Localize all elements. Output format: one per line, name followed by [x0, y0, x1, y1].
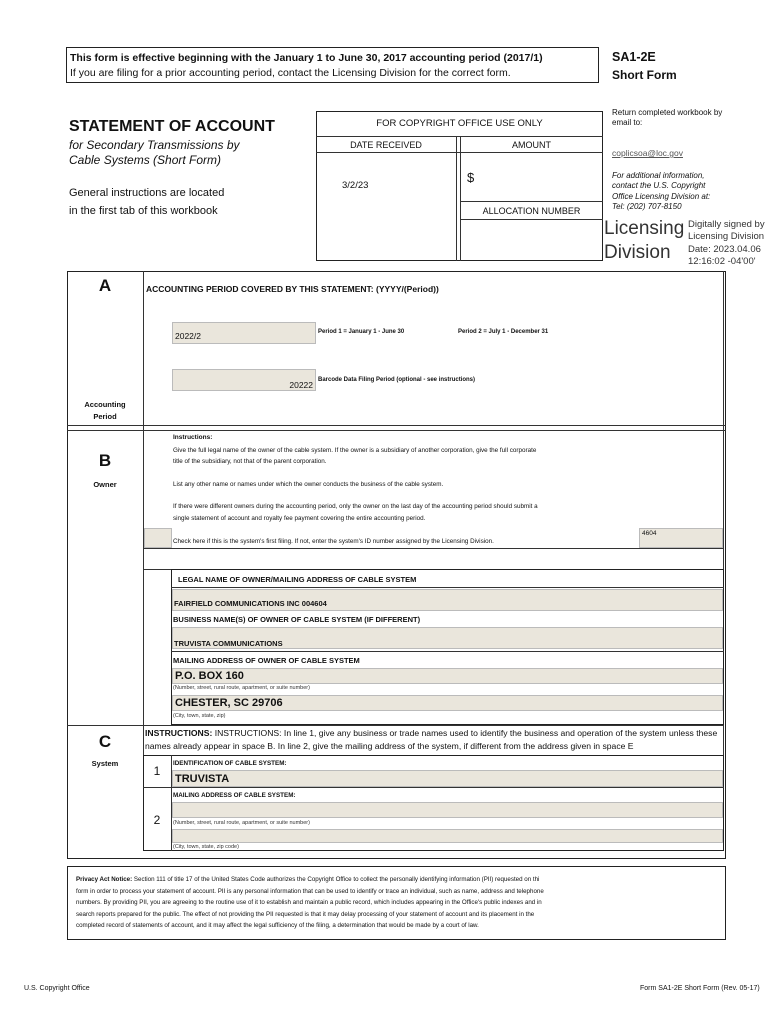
info-tel: Tel: (202) 707-8150: [612, 202, 682, 211]
allocation-underline: [460, 219, 603, 220]
section-c-label: System: [91, 759, 119, 768]
business-name-label: BUSINESS NAME(S) OF OWNER OF CABLE SYSTEM (IF DIFFERENT): [173, 615, 421, 624]
mailing-divider: [171, 651, 724, 652]
page-title: STATEMENT OF ACCOUNT: [69, 118, 275, 135]
signature-line1: Digitally signed by: [688, 219, 765, 230]
privacy-line5: completed record of statements of account, and it may affect the legal sufficiency of the filing, a determination that would be made by a court of law.: [76, 922, 479, 929]
effective-notice-line1: This form is effective beginning with the January 1 to June 30, 2017 accounting period (2017/1): [70, 52, 543, 64]
section-a-label1: Accounting: [84, 400, 126, 409]
office-label-divider: [316, 152, 603, 153]
section-b-instr3a: If there were different owners during the accounting period, only the owner on the last day of the accounting period should submit a: [173, 503, 538, 510]
form-code: SA1-2E: [612, 50, 656, 64]
section-a-heading: ACCOUNTING PERIOD COVERED BY THIS STATEMENT: (YYYY/(Period)): [146, 284, 439, 294]
section-a-letter: A: [98, 276, 112, 295]
section-a-divider1: [67, 425, 726, 426]
privacy-line2: form in order to process your statement of account. PII is any personal information that can be used to identify or trace an individual, such as name, address and telephone: [76, 888, 544, 895]
section-b-instr-title: Instructions:: [173, 434, 213, 441]
barcode-label: Barcode Data Filing Period (optional - see instructions): [318, 377, 476, 383]
effective-notice-line2: If you are filing for a prior accounting period, contact the Licensing Division for the correct form.: [70, 67, 511, 79]
footer-left: U.S. Copyright Office: [24, 985, 90, 992]
section-a-label2: Period: [93, 412, 117, 421]
line1-number: 1: [153, 764, 161, 778]
barcode-value: 20222: [289, 380, 313, 390]
section-b-instr1b: title of the subsidiary, not that of the parent corporation.: [173, 458, 327, 465]
section-c-instr-b: names already appear in space B. In line 2, give the mailing address of the system, if different from the address given in space E: [145, 741, 634, 751]
allocation-label: ALLOCATION NUMBER: [482, 206, 581, 216]
ident-value: TRUVISTA: [175, 773, 230, 785]
office-use-header: FOR COPYRIGHT OFFICE USE ONLY: [376, 118, 543, 129]
section-a-divider2: [67, 430, 726, 431]
mailing-label: MAILING ADDRESS OF OWNER OF CABLE SYSTEM: [173, 656, 360, 665]
first-filing-checkbox[interactable]: [144, 528, 172, 548]
form-type: Short Form: [612, 68, 677, 82]
office-vdivider-a: [456, 136, 457, 261]
section-b-letter: B: [98, 451, 112, 470]
date-received-label: DATE RECEIVED: [350, 140, 422, 150]
legal-name-field[interactable]: [172, 589, 723, 611]
system-address2-field[interactable]: [172, 829, 723, 843]
first-filing-text: Check here if this is the system's first filing. If not, enter the system's ID number assigned by the Licensing Division.: [173, 538, 494, 545]
privacy-line3: numbers. By providing PII, you are agreeing to the routine use of it to establish and maintain a public record, which includes appearing in the Office's public indexes and in: [76, 899, 542, 906]
system-id-value: 4604: [642, 530, 657, 537]
info-line2: contact the U.S. Copyright: [612, 181, 706, 190]
address2-hint: (City, town, state, zip): [173, 713, 226, 719]
business-name-value: TRUVISTA COMMUNICATIONS: [174, 639, 283, 648]
signature-line3: Date: 2023.04.06: [688, 244, 761, 255]
info-line3: Office Licensing Division at:: [612, 192, 711, 201]
period-value: 2022/2: [175, 331, 201, 341]
address1-hint: (Number, street, rural route, apartment, or suite number): [173, 685, 310, 691]
system-address1-field[interactable]: [172, 802, 723, 818]
section-b-instr3b: single statement of account and royalty fee payment covering the entire accounting period.: [173, 515, 426, 522]
address2-value: CHESTER, SC 29706: [175, 697, 283, 709]
system-address2-hint: (City, town, state, zip code): [173, 844, 239, 850]
business-name-field[interactable]: [172, 627, 723, 649]
period1-note: Period 1 = January 1 - June 30: [318, 329, 405, 335]
section-b-instr1a: Give the full legal name of the owner of the cable system. If the owner is a subsidiary of another corporation, give the full corporate: [173, 447, 537, 454]
section-b-end: [67, 725, 724, 726]
signature-division: Division: [604, 242, 671, 263]
period-field[interactable]: [172, 322, 316, 344]
period2-note: Period 2 = July 1 - December 31: [458, 329, 549, 335]
privacy-line4: search reports prepared for the public. The effect of not providing the PII requested is that it may delay processing of your statement of account and its placement in the: [76, 911, 535, 918]
line2-number: 2: [153, 813, 161, 827]
legal-name-value: FAIRFIELD COMMUNICATIONS INC 004604: [174, 599, 327, 608]
info-line1: For additional information,: [612, 171, 705, 180]
ident-field[interactable]: [172, 770, 723, 787]
general-instr2: in the first tab of this workbook: [69, 205, 218, 217]
footer-right: Form SA1-2E Short Form (Rev. 05-17): [640, 985, 760, 992]
office-vdivider-b: [460, 136, 461, 261]
signature-licensing: Licensing: [604, 218, 685, 239]
address1-field[interactable]: [172, 668, 723, 684]
legal-name-label: LEGAL NAME OF OWNER/MAILING ADDRESS OF CABLE SYSTEM: [178, 575, 417, 584]
address2-field[interactable]: [172, 695, 723, 711]
amount-label: AMOUNT: [512, 140, 551, 150]
section-b-divider1: [143, 548, 724, 549]
legal-name-divider: [171, 587, 724, 588]
section-c-instr-a: INSTRUCTIONS: INSTRUCTIONS: In line 1, give any business or trade names used to identify the business and operation of the system unless these: [145, 728, 718, 738]
address1-value: P.O. BOX 160: [175, 670, 244, 682]
email-link[interactable]: coplicsoa@loc.gov: [612, 148, 683, 158]
title-sub2: Cable Systems (Short Form): [69, 153, 222, 167]
general-instr1: General instructions are located: [69, 187, 225, 199]
signature-line2: Licensing Division: [688, 231, 765, 242]
return-note: Return completed workbook by email to:: [612, 108, 723, 127]
ident-label: IDENTIFICATION OF CABLE SYSTEM:: [173, 760, 287, 767]
date-received-value: 3/2/23: [342, 180, 369, 191]
allocation-divider: [460, 201, 603, 202]
section-b-instr2: List any other name or names under which the owner conducts the business of the cable system.: [173, 481, 444, 488]
system-id-field[interactable]: [639, 528, 723, 548]
title-sub1: for Secondary Transmissions by: [69, 138, 240, 152]
mail-label: MAILING ADDRESS OF CABLE SYSTEM:: [173, 792, 296, 799]
section-b-label: Owner: [93, 480, 117, 489]
barcode-period-field[interactable]: [172, 369, 316, 391]
signature-line4: 12:16:02 -04'00': [688, 256, 756, 267]
system-line-divider: [143, 787, 724, 788]
privacy-line1: Privacy Act Notice: Section 111 of title 17 of the United States Code authorizes the Copyright Office to collect the personally identifying information (PII) requested on thi: [76, 876, 540, 883]
amount-dollar: $: [467, 170, 475, 185]
system-address1-hint: (Number, street, rural route, apartment, or suite number): [173, 820, 310, 826]
section-c-letter: C: [98, 732, 112, 751]
